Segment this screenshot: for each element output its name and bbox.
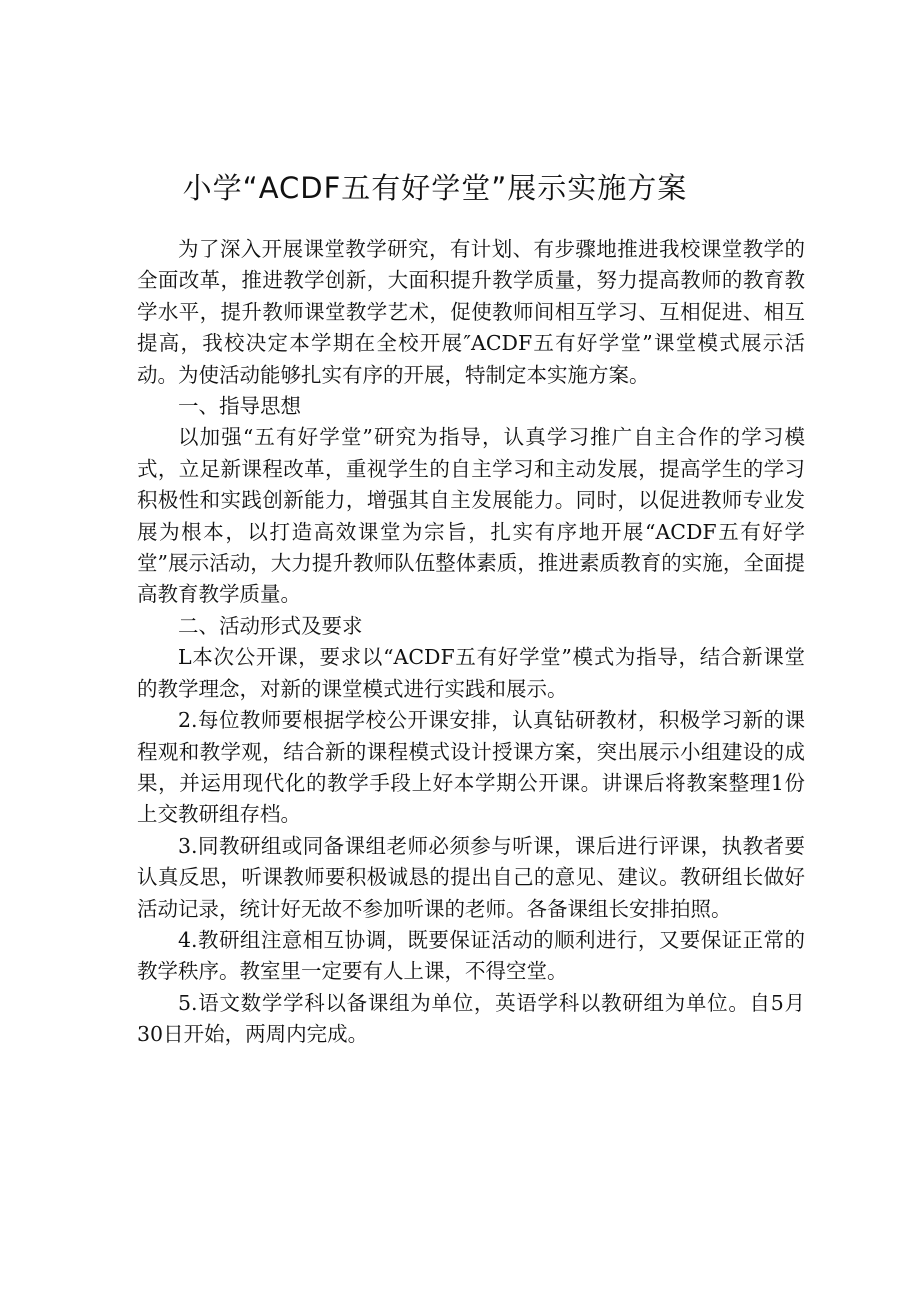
section-heading-activity-format: 二、活动形式及要求 [178,613,363,638]
document-title: 小学“ACDF五有好学堂”展示实施方案 [182,171,688,205]
requirement-item-1: L本次公开课，要求以“ACDF五有好学堂”模式为指导，结合新课堂的教学理念，对新的课堂模式进行实践和展示。 [137,645,805,701]
requirement-item-4: 4.教研组注意相互协调，既要保证活动的顺利进行，又要保证正常的教学秩序。教室里一定要有人上课，不得空堂。 [137,927,805,984]
intro-paragraph: 为了深入开展课堂教学研究，有计划、有步骤地推进我校课堂教学的全面改革，推进教学创新，大面积提升教学质量，努力提高教师的教育教学水平，提升教师课堂教学艺术，促使教师间相互学习、互相促进、相互提高，我校决定本学期在全校开展″ACDF五有好学堂”课堂模式展示活动。为使活动能够扎实有序的开展，特制定本实施方案。 [137,237,805,387]
requirement-item-2: 2.每位教师要根据学校公开课安排，认真钻研教材，积极学习新的课程观和教学观，结合新的课程模式设计授课方案，突出展示小组建设的成果，并运用现代化的教学手段上好本学期公开课。讲课后将教案整理1份上交教研组存档。 [137,708,805,827]
section-heading-guiding-ideology: 一、指导思想 [178,394,301,419]
document-body [137,234,805,1051]
guiding-ideology-paragraph: 以加强“五有好学堂”研究为指导，认真学习推广自主合作的学习模式，立足新课程改革，重视学生的自主学习和主动发展，提高学生的学习积极性和实践创新能力，增强其自主发展能力。同时，以促进教师专业发展为根本，以打造高效课堂为宗旨，扎实有序地开展“ACDF五有好学堂”展示活动，大力提升教师队伍整体素质，推进素质教育的实施，全面提高教育教学质量。 [137,425,805,607]
requirement-item-5: 5.语文数学学科以备课组为单位，英语学科以教研组为单位。自5月30日开始，两周内完成。 [137,990,805,1047]
requirement-item-3: 3.同教研组或同备课组老师必须参与听课，课后进行评课，执教者要认真反思，听课教师要积极诚恳的提出自己的意见、建议。教研组长做好活动记录，统计好无故不参加听课的老师。各备课组长安排拍照。 [137,833,805,921]
